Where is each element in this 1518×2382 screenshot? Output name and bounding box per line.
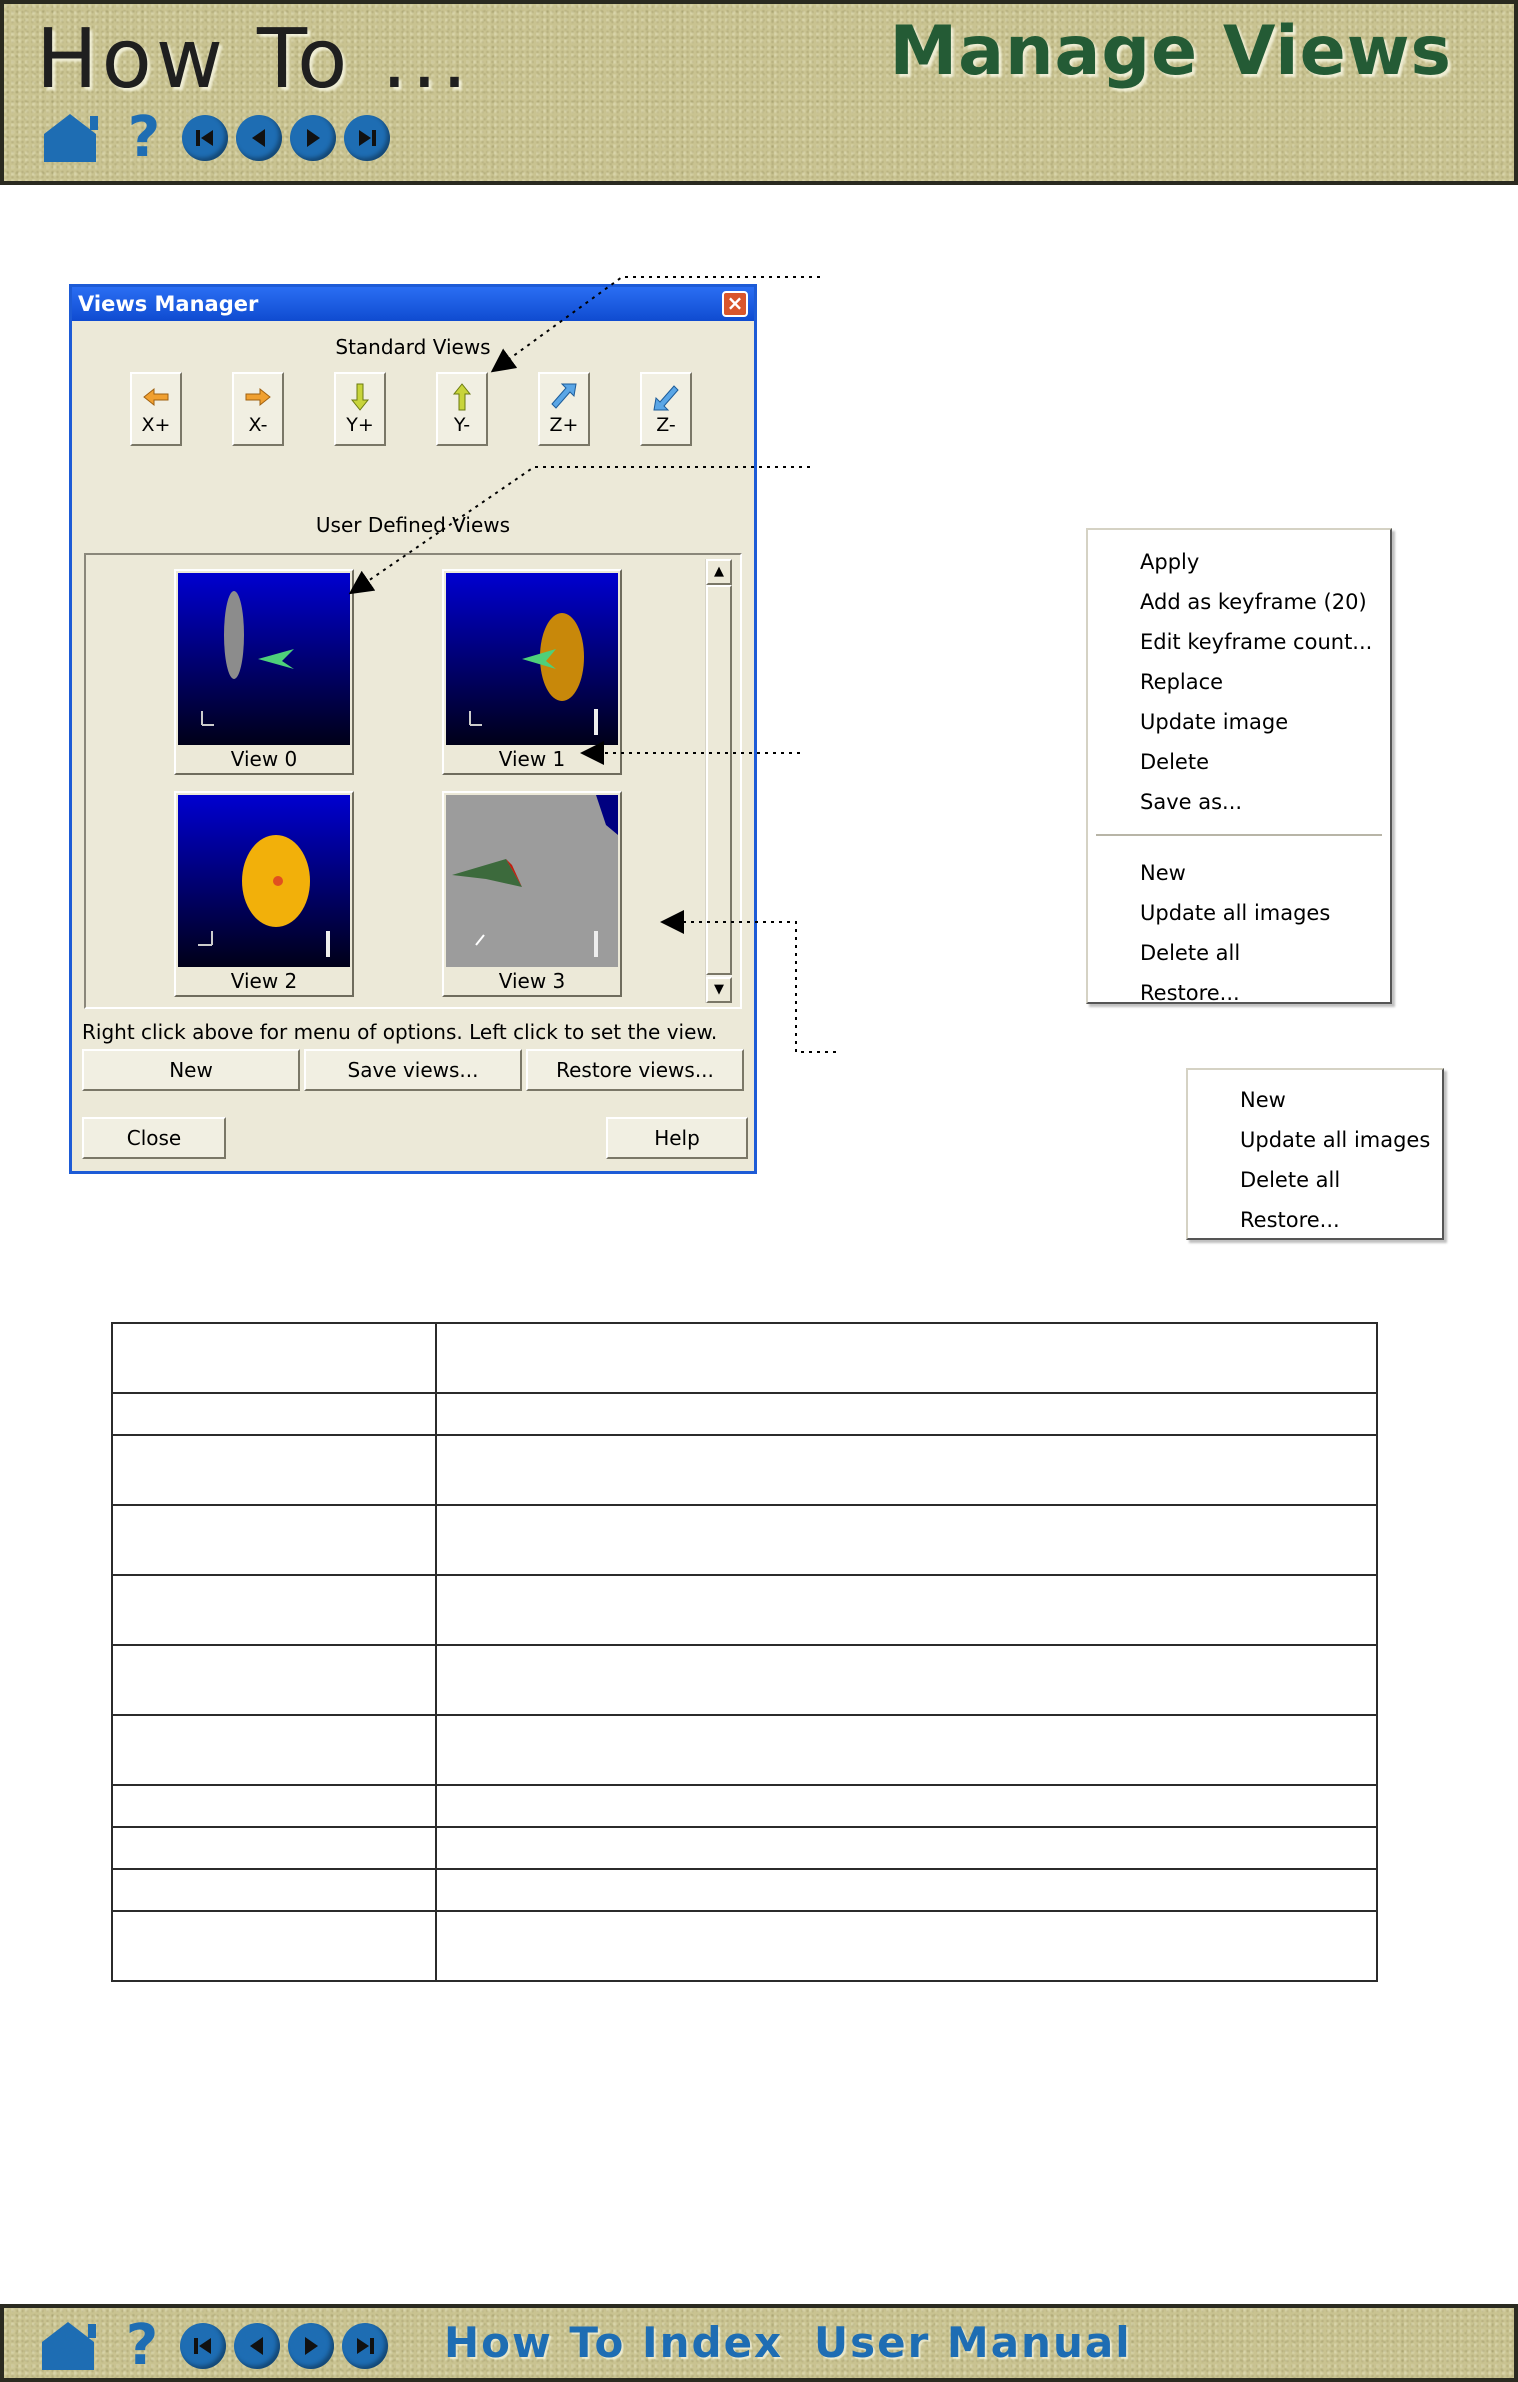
- dialog-hint: Right click above for menu of options. Left click to set the view.: [82, 1020, 718, 1044]
- table-cell: [112, 1911, 436, 1981]
- menu-edit-keyframe-count[interactable]: Edit keyframe count...: [1140, 630, 1373, 654]
- menu-new[interactable]: New: [1240, 1088, 1286, 1112]
- table-cell: [112, 1869, 436, 1911]
- table-cell: [112, 1785, 436, 1827]
- view-label-3: View 3: [498, 969, 566, 993]
- table-cell: [112, 1575, 436, 1645]
- standard-views-label: Standard Views: [335, 335, 491, 359]
- view-label-2: View 2: [230, 969, 298, 993]
- menu-apply[interactable]: Apply: [1140, 550, 1200, 574]
- new-view-button[interactable]: New: [82, 1049, 300, 1091]
- callout-view-thumbnail: [352, 467, 810, 592]
- home-icon[interactable]: [38, 2320, 104, 2372]
- bottom-navigation: [38, 2313, 388, 2378]
- z-minus-label: Z-: [656, 414, 676, 436]
- view-label-0: View 0: [230, 747, 298, 771]
- table-row: [112, 1393, 1377, 1435]
- table-row: [112, 1911, 1377, 1981]
- restore-views-button[interactable]: Restore views...: [526, 1049, 744, 1091]
- table-cell: [436, 1827, 1377, 1869]
- howto-title: How To ...: [36, 12, 472, 107]
- scroll-down-icon[interactable]: ▼: [706, 977, 732, 1003]
- table-cell: [436, 1575, 1377, 1645]
- save-views-button[interactable]: Save views...: [304, 1049, 522, 1091]
- x-plus-label: X+: [141, 414, 171, 436]
- table-cell: [436, 1785, 1377, 1827]
- howto-index-link[interactable]: How To Index: [444, 2318, 784, 2367]
- first-page-icon[interactable]: [180, 2323, 226, 2369]
- table-row: [112, 1575, 1377, 1645]
- table-cell: [112, 1827, 436, 1869]
- help-icon[interactable]: ?: [125, 2313, 159, 2378]
- y-plus-label: Y+: [346, 414, 374, 436]
- table-row: [112, 1785, 1377, 1827]
- table-cell: [436, 1911, 1377, 1981]
- table-cell: [112, 1715, 436, 1785]
- table-cell: [112, 1645, 436, 1715]
- callout-standard-views: [494, 277, 820, 370]
- table-row: [112, 1827, 1377, 1869]
- menu-delete-all[interactable]: Delete all: [1240, 1168, 1341, 1192]
- bottom-banner: [0, 2304, 1518, 2382]
- menu-delete-all[interactable]: Delete all: [1140, 941, 1241, 965]
- help-icon[interactable]: ?: [127, 105, 161, 170]
- last-page-icon[interactable]: [342, 2323, 388, 2369]
- menu-update-image[interactable]: Update image: [1140, 710, 1289, 734]
- options-table: [111, 1322, 1378, 1982]
- menu-new[interactable]: New: [1140, 861, 1186, 885]
- table-cell: [112, 1393, 436, 1435]
- z-plus-label: Z+: [549, 414, 579, 436]
- table-row: [112, 1435, 1377, 1505]
- x-minus-label: X-: [248, 414, 268, 436]
- table-cell: [112, 1323, 436, 1393]
- menu-replace[interactable]: Replace: [1140, 670, 1224, 694]
- view-label-1: View 1: [498, 747, 566, 771]
- table-cell: [436, 1869, 1377, 1911]
- callout-empty-area: [664, 922, 836, 1052]
- topic-title: Manage Views: [889, 12, 1452, 91]
- next-page-icon[interactable]: [288, 2323, 334, 2369]
- table-cell: [112, 1505, 436, 1575]
- table-row: [112, 1505, 1377, 1575]
- close-icon[interactable]: ×: [722, 291, 748, 317]
- scroll-up-icon[interactable]: ▲: [706, 559, 732, 585]
- menu-update-all-images[interactable]: Update all images: [1240, 1128, 1431, 1152]
- user-defined-views-label: User Defined Views: [315, 513, 511, 537]
- table-cell: [436, 1505, 1377, 1575]
- table-cell: [112, 1435, 436, 1505]
- empty-area-context-menu: [1186, 1068, 1444, 1240]
- table-row: [112, 1715, 1377, 1785]
- y-minus-label: Y-: [453, 414, 471, 436]
- table-cell: [436, 1645, 1377, 1715]
- menu-update-all-images[interactable]: Update all images: [1140, 901, 1331, 925]
- help-button[interactable]: Help: [606, 1117, 748, 1159]
- table-cell: [436, 1435, 1377, 1505]
- table-cell: [436, 1393, 1377, 1435]
- previous-page-icon[interactable]: [234, 2323, 280, 2369]
- table-row: [112, 1869, 1377, 1911]
- table-row: [112, 1323, 1377, 1393]
- view-context-menu: [1086, 528, 1392, 1004]
- menu-delete[interactable]: Delete: [1140, 750, 1209, 774]
- dialog-title: Views Manager: [78, 292, 259, 316]
- menu-separator: [1096, 834, 1382, 837]
- table-cell: [436, 1323, 1377, 1393]
- table-cell: [436, 1715, 1377, 1785]
- menu-restore[interactable]: Restore...: [1240, 1208, 1340, 1232]
- close-button[interactable]: Close: [82, 1117, 226, 1159]
- table-row: [112, 1645, 1377, 1715]
- menu-restore[interactable]: Restore...: [1140, 981, 1240, 1005]
- menu-add-keyframe[interactable]: Add as keyframe (20): [1140, 590, 1367, 614]
- user-manual-link[interactable]: User Manual: [814, 2318, 1132, 2367]
- menu-save-as[interactable]: Save as...: [1140, 790, 1243, 814]
